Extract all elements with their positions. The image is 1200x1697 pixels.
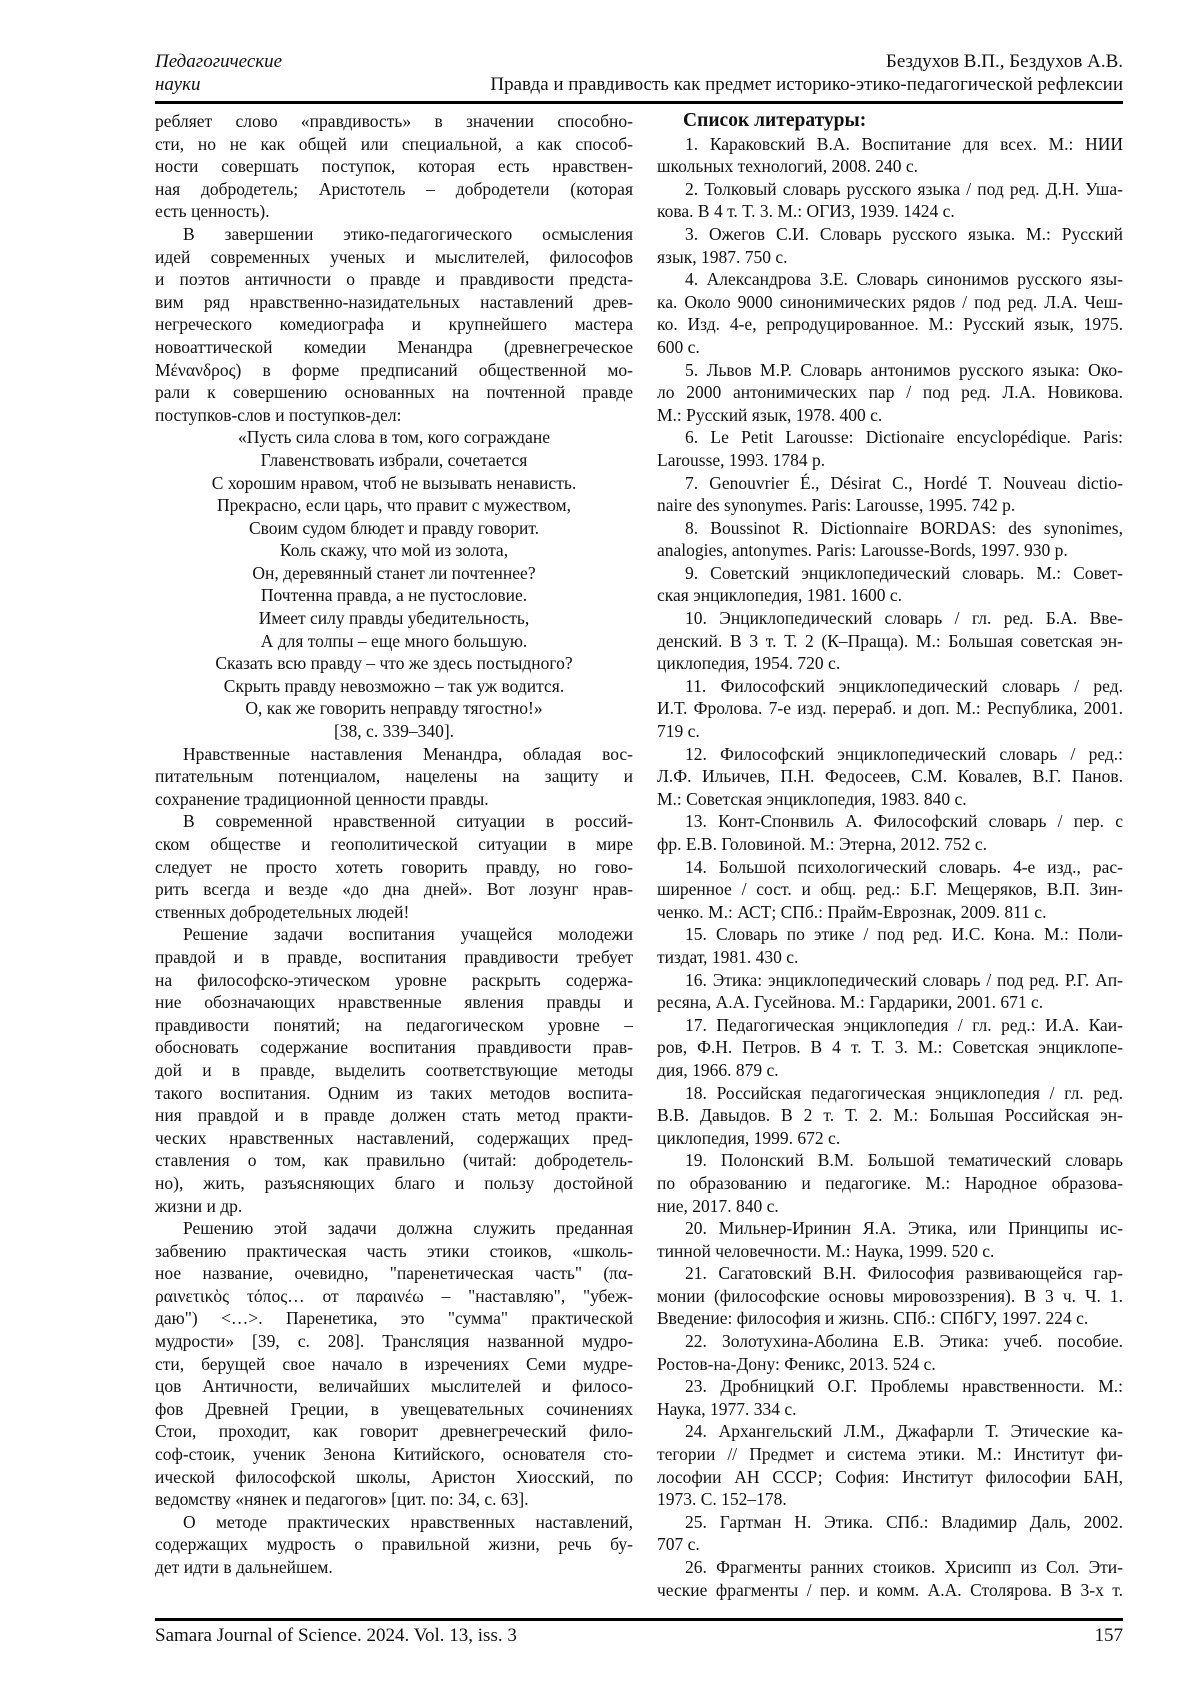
text-line: и поэтов античности о правде и правдивости предста- [155,269,633,290]
text-line: 17. Педагогическая энциклопедия / гл. ред.: И.А. Каи- [685,1014,1123,1035]
text-line: ственных добродетельных людей! [155,901,410,922]
running-title: Правда и правдивость как предмет историко-этико-педагогической рефлексии [490,74,1123,95]
reference-item [657,178,1123,223]
text-line: 2. Толковый словарь русского языка / под ред. Д.Н. Уша- [685,178,1123,199]
text-line: ребляет слово «правдивость» в значении способно- [155,111,633,131]
text-line: правдивости понятий; на педагогическом уровне – [155,1014,633,1035]
reference-item [657,1262,1123,1330]
reference-item [657,923,1123,968]
text-line: 10. Энциклопедический словарь / гл. ред. Б.А. Вве- [685,608,1123,629]
text-line: ния правдой и в правде должен стать метод практи- [155,1105,633,1126]
text-line: Главенствовать избрали, сочетается [260,449,528,470]
text-line: М.: Русский язык, 1978. 400 с. [657,404,883,425]
text-line: 13. Конт-Спонвиль А. Философский словарь / пер. с [685,811,1123,832]
text-line: 1. Караковский В.А. Воспитание для всех. М.: НИИ [685,133,1123,154]
text-line: И.Т. Фролова. 7-е изд. перераб. и доп. М.: Республика, 2001. [657,698,1123,719]
text-line: [38, с. 339–340]. [333,721,455,742]
text-line: фр. Е.В. Головиной. М.: Этерна, 2012. 752 с. [657,834,988,854]
text-line: Коль скажу, что мой из золота, [279,540,509,561]
reference-item [657,268,1123,358]
text-line: забвению практическая часть этики стоиков, «школь- [155,1240,633,1261]
text-line: ка. Около 9000 синонимических рядов / под ред. Л.А. Чеш- [657,291,1123,312]
text-line: рали к совершению основанных на почтенной правде [155,382,633,403]
text-line: обосновать содержание воспитания правдивости прав- [155,1037,633,1058]
text-line: ведомству «нянек и педагогов» [цит. по: 34, с. 63]. [155,1489,529,1510]
reference-item [657,562,1123,607]
text-line: дой и в правде, выделить соответствующие методы [155,1059,633,1080]
text-line: даю") <…>. Паренетика, это "сумма" практической [155,1308,633,1329]
text-line: Стои, проходит, как говорит древнегреческий фило- [155,1421,633,1442]
text-line: дия, 1966. 879 с. [657,1059,779,1080]
text-line: Прекрасно, если царь, что правит с мужеством, [217,495,571,516]
text-line: правдой и в правде, воспитания правдивости требует [155,946,633,967]
text-line: негреческого комедиографа и крупнейшего мастера [155,314,633,335]
text-line: 6. Le Petit Larousse: Dictionaire encyclopédique. Paris: [685,427,1123,448]
reference-item [657,1082,1123,1150]
journal-line: Samara Journal of Science. 2024. Vol. 13, iss. 3 [155,1625,517,1646]
text-line: 707 с. [657,1534,700,1555]
text-line: ском обществе и геополитической ситуации в мире [155,834,633,854]
text-line: ло 2000 антонимических пар / под ред. Л.А. Новикова. [657,382,1123,403]
text-line: циклопедия, 1954. 720 с. [657,653,841,674]
text-line: сти, но не как общей или специальной, а как способ- [155,133,633,154]
text-line: 600 с. [657,336,700,357]
text-line: Л.Ф. Ильичев, П.Н. Федосеев, С.М. Ковалев, В.Г. Панов. [657,766,1123,787]
text-line: 23. Дробницкий О.Г. Проблемы нравственности. М.: [685,1376,1123,1397]
text-line: О, как же говорить неправду тягостно!» [245,698,543,719]
text-line: кова. В 4 т. Т. 3. М.: ОГИЗ, 1939. 1424 с. [657,201,955,222]
text-line: Решению этой задачи должна служить преданная [183,1218,633,1239]
paragraph [155,1511,633,1579]
text-line: содержащих мудрость о правильной жизни, речь бу- [155,1534,633,1555]
section-line2: науки [155,74,201,95]
text-line: Имеет силу правды убедительность, [258,608,530,629]
text-line: фов Древней Греции, в увещевательных сочинениях [155,1398,633,1419]
reference-item [657,1375,1123,1420]
text-line: сохранение традиционной ценности правды. [155,788,489,809]
text-line: идей современных ученых и мыслителей, философов [155,246,633,267]
reference-item [657,1556,1123,1601]
text-line: ная добродетель; Аристотель – добродетели (которая [155,178,633,199]
references-list [657,133,1123,1602]
text-line: поступков-слов и поступков-дел: [155,404,402,425]
text-line: 18. Российская педагогическая энциклопедия / гл. ред. [685,1082,1123,1103]
text-line: 719 с. [657,721,700,742]
text-line: ская энциклопедия, 1981. 1600 с. [657,585,903,606]
text-line: язык, 1987. 750 с. [657,246,788,267]
text-line: сти, берущей свое начало в изречениях Семи мудре- [155,1353,633,1374]
reference-item [657,1149,1123,1217]
text-line: ραινετικὸς τόπος… от παραινέω – "наставляю", "убеж- [155,1285,633,1306]
text-line: ставления о том, как правильно (читай: добродетель- [155,1150,633,1171]
text-line: 16. Этика: энциклопедический словарь / под ред. Р.Г. Ап- [685,969,1123,990]
text-line: 24. Архангельский Л.М., Джафарли Т. Этические ка- [685,1421,1123,1442]
left-column [155,110,633,1601]
text-line: по образованию и педагогике. М.: Народное образова- [657,1172,1123,1193]
text-line: ко. Изд. 4-е, репродуцированное. М.: Русский язык, 1975. [657,314,1123,335]
text-line: Он, деревянный станет ли почтеннее? [252,562,536,583]
text-line: но), жить, разъясняющих благо и пользу достойной [155,1172,633,1193]
page-footer [155,1624,1123,1648]
text-line: денский. В 3 т. Т. 2 (К–Праща). М.: Большая советская эн- [657,630,1123,651]
reference-item [657,675,1123,743]
article-body [155,110,1123,1601]
references-heading: Список литературы: [683,110,867,131]
text-line: 11. Философский энциклопедический словарь / ред. [685,675,1123,696]
section-name [155,50,282,96]
reference-item [657,1217,1123,1262]
text-line: новоаттической комедии Менандра (древнегреческое [155,336,633,357]
text-line: ческих нравственных наставлений, содержащих пред- [155,1127,633,1148]
text-line: 8. Boussinot R. Dictionnaire BORDAS: des synonimes, [685,517,1123,538]
reference-item [657,223,1123,268]
footer-rule [155,1618,1123,1621]
reference-item [657,810,1123,855]
text-line: 5. Львов М.Р. Словарь антонимов русского языка: Око- [685,359,1123,380]
reference-item [657,856,1123,924]
reference-item [657,1420,1123,1510]
text-line: ности совершать поступок, которая есть нравствен- [155,156,633,177]
reference-item [657,359,1123,427]
text-line: питательным потенциалом, нацелены на защиту и [155,766,633,787]
text-line: В современной нравственной ситуации в россий- [183,811,633,832]
reference-item [657,472,1123,517]
reference-item [657,517,1123,562]
text-line: 15. Словарь по этике / под ред. И.С. Кона. М.: Поли- [685,924,1123,945]
text-line: 21. Сагатовский В.Н. Философия развивающейся гар- [685,1263,1123,1284]
text-line: ресяна, А.А. Гусейнова. М.: Гардарики, 2001. 671 с. [657,992,1044,1013]
text-line: ченко. М.: АСТ; СПб.: Прайм-Еврознак, 2009. 811 с. [657,901,1047,922]
reference-item [657,743,1123,811]
text-line: С хорошим нравом, чтоб не вызывать ненависть. [211,472,577,493]
text-line: 12. Философский энциклопедический словарь / ред.: [685,743,1123,764]
text-line: 22. Золотухина-Аболина Е.В. Этика: учеб. пособие. [685,1331,1123,1352]
text-line: дет идти в дальнейшем. [155,1557,333,1577]
text-line: на философско-этическом уровне раскрыть содержа- [155,969,633,990]
page-number: 157 [1094,1625,1123,1646]
text-line: Скрыть правду невозможно – так уж водится. [223,675,565,696]
text-line: Сказать всю правду – что же здесь постыдного? [215,653,573,674]
text-line: рить всегда и везде «до дна дней». Вот лозунг нрав- [155,879,633,900]
text-line: 14. Большой психологический словарь. 4-е изд., рас- [685,856,1123,877]
text-line: цов Античности, величайших мыслителей и филосо- [155,1376,633,1397]
verse-block [155,426,633,742]
text-line: монии (философские основы мировоззрения). В 3 ч. Ч. 1. [657,1285,1123,1306]
text-line: Своим судом блюдет и правду говорит. [248,517,540,538]
text-line: ние, 2017. 840 с. [657,1195,779,1216]
text-line: 1973. С. 152–178. [657,1489,787,1510]
text-line: соф-стоик, ученик Зенона Китийского, основателя сто- [155,1444,633,1465]
reference-item [657,426,1123,471]
text-line: тегории // Предмет и система этики. М.: Институт фи- [657,1444,1123,1465]
text-line: мудрости» [39, с. 208]. Трансляция названной мудро- [155,1331,633,1352]
text-line: Ростов-на-Дону: Феникс, 2013. 524 с. [657,1353,936,1374]
text-line: есть ценность). [155,201,270,222]
text-line: ширенное / сост. и общ. ред.: Б.Г. Мещеряков, В.П. Зин- [657,879,1123,900]
text-line: вим ряд нравственно-назидательных наставлений древ- [155,291,633,312]
reference-item [657,1511,1123,1556]
paragraph [155,810,633,923]
reference-item [657,133,1123,178]
text-line: 7. Genouvrier É., Désirat C., Hordé T. Nouveau dictio- [685,472,1123,493]
text-line: 26. Фрагменты ранних стоиков. Хрисипп из Сол. Эти- [685,1557,1123,1577]
text-line: «Пусть сила слова в том, кого сограждане [238,427,550,448]
text-line: 3. Ожегов С.И. Словарь русского языка. М.: Русский [685,223,1123,244]
text-line: ической философской школы, Аристон Хиосский, по [155,1466,633,1487]
text-line: тинной человечности. М.: Наука, 1999. 520 с. [657,1240,995,1261]
text-line: школьных технологий, 2008. 240 с. [657,156,919,177]
text-line: лософии АН СССР; София: Институт философии БАН, [657,1466,1123,1487]
text-line: naire des synonymes. Paris: Larousse, 1995. 742 p. [657,495,1016,516]
authors: Бездухов В.П., Бездухов А.В. [885,51,1123,72]
text-line: 4. Александрова З.Е. Словарь синонимов русского язы- [685,269,1123,290]
paragraph [155,110,633,223]
text-line: Введение: философия и жизнь. СПб.: СПбГУ, 1997. 224 с. [657,1308,1089,1329]
text-line: такого воспитания. Одним из таких методов воспита- [155,1082,633,1103]
text-line: 19. Полонский В.М. Большой тематический словарь [685,1150,1123,1171]
text-line: О методе практических нравственных наставлений, [183,1511,633,1532]
paragraph [155,743,633,811]
text-line: Нравственные наставления Менандра, обладая вос- [183,743,633,764]
text-line: ров, Ф.Н. Петров. В 4 т. Т. 3. М.: Советская энциклопе- [657,1037,1123,1058]
text-line: Почтенна правда, а не пустословие. [260,585,528,606]
text-line: М.: Советская энциклопедия, 1983. 840 с. [657,788,967,809]
text-line: тиздат, 1981. 430 с. [657,946,799,967]
header-rule [155,101,1123,104]
text-line: 25. Гартман Н. Этика. СПб.: Владимир Даль, 2002. [685,1511,1123,1532]
text-line: В завершении этико-педагогического осмысления [183,223,633,244]
text-line: Наука, 1977. 334 с. [657,1398,797,1419]
page-header [155,50,1123,96]
section-line1: Педагогические [155,51,283,72]
text-line: следует не просто хотеть говорить правду, но гово- [155,856,633,877]
reference-item [657,1330,1123,1375]
text-line: В.В. Давыдов. В 2 т. Т. 2. М.: Большая Российская эн- [657,1105,1123,1126]
text-line: Решение задачи воспитания учащейся молодежи [183,924,633,945]
text-line: Μένανδρος) в форме предписаний общественной мо- [155,359,633,380]
text-line: 20. Мильнер-Иринин Я.А. Этика, или Принципы ис- [685,1218,1123,1239]
reference-item [657,1014,1123,1082]
reference-item [657,607,1123,675]
paragraph [155,1217,633,1511]
running-head [490,50,1123,96]
text-line: ческие фрагменты / пер. и комм. А.А. Столярова. В 3-х т. [657,1579,1123,1600]
text-line: циклопедия, 1999. 672 с. [657,1127,841,1148]
text-line: 9. Советский энциклопедический словарь. М.: Совет- [685,562,1123,583]
right-column [657,110,1123,1601]
text-line: А для толпы – еще много большую. [260,630,528,651]
text-line: жизни и др. [155,1195,243,1216]
paragraph [155,923,633,1217]
paragraph [155,223,633,426]
text-line: analogies, antonymes. Paris: Larousse-Bords, 1997. 930 p. [657,540,1068,561]
text-line: Larousse, 1993. 1784 p. [657,449,826,470]
text-line: ное название, очевидно, "паренетическая часть" (πα- [155,1263,633,1284]
reference-item [657,969,1123,1014]
text-line: ние обозначающих нравственные явления правды и [155,992,633,1013]
